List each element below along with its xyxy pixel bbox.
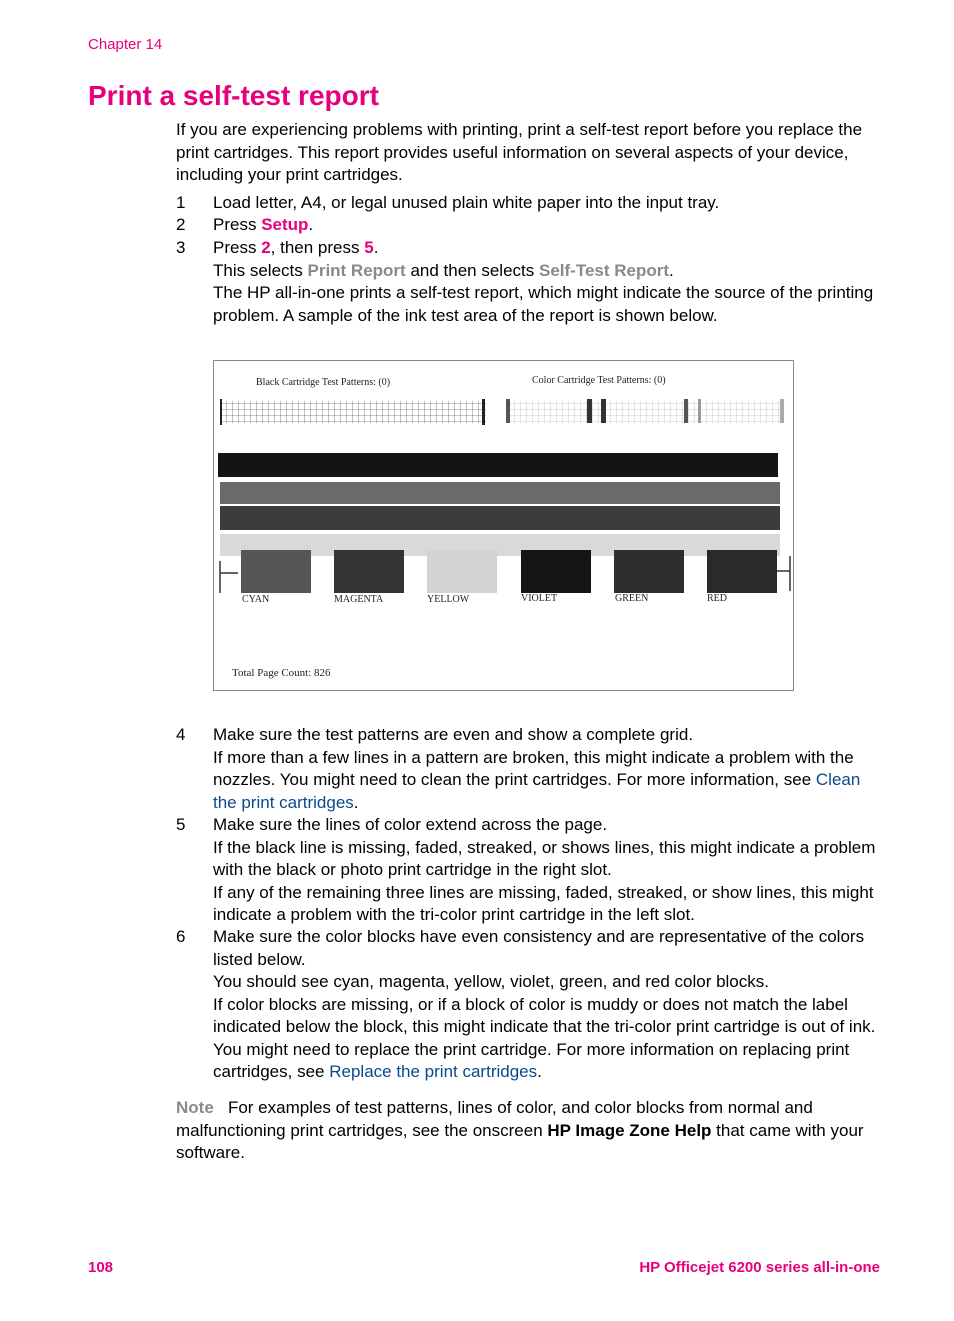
note-label: Note xyxy=(176,1098,214,1117)
black-pattern-label: Black Cartridge Test Patterns: (0) xyxy=(256,377,391,388)
step-1 xyxy=(176,192,881,215)
color-block-green xyxy=(614,550,684,593)
step-detail: You should see cyan, magenta, yellow, violet, green, and red color blocks. xyxy=(213,972,769,991)
setup-button-ref: Setup xyxy=(261,215,309,234)
test-pattern-graphic xyxy=(214,361,793,690)
page-number: 108 xyxy=(88,1259,114,1276)
color-block-violet xyxy=(521,550,591,593)
black-color-line xyxy=(218,453,778,477)
step-detail: The HP all-in-one prints a self-test report, which might indicate the source of the printing problem. A sample of the ink test area of the report is shown below. xyxy=(213,283,874,325)
intro-paragraph: If you are experiencing problems with printing, print a self-test report before you replace the print cartridges. This report provides useful information on several aspects of your device, including your print cartridges. xyxy=(176,120,863,184)
hp-image-zone-help-ref: HP Image Zone Help xyxy=(547,1120,712,1140)
total-page-count: Total Page Count: 826 xyxy=(232,667,331,679)
step-number: 3 xyxy=(176,238,186,257)
step-number: 4 xyxy=(176,725,186,744)
step-text: Make sure the lines of color extend across the page. xyxy=(213,815,608,834)
menu-print-report: Print Report xyxy=(307,260,406,280)
replace-cartridges-link[interactable]: Replace the print cartridges xyxy=(329,1062,538,1081)
step-text: Press 2, then press 5. xyxy=(213,238,379,257)
color-block-yellow xyxy=(427,550,497,593)
step-detail: If more than a few lines in a pattern are broken, this might indicate a problem with the nozzles. You might need to clean the print cartridges. For more information, see Clean the print cartridges. xyxy=(213,747,861,812)
step-2 xyxy=(176,214,881,237)
block-label-magenta: MAGENTA xyxy=(334,594,384,605)
self-test-report-figure xyxy=(213,360,794,691)
block-label-violet: VIOLET xyxy=(521,593,558,604)
step-4 xyxy=(176,724,881,814)
step-number: 6 xyxy=(176,927,186,946)
black-nozzle-grid xyxy=(220,401,486,423)
step-text: Press Setup. xyxy=(213,215,314,234)
note-paragraph: Note For examples of test patterns, lines of color, and color blocks from normal and malfunctioning print cartridges, see the onscreen HP Image Zone Help that came with your software. xyxy=(176,1098,864,1162)
chapter-label: Chapter 14 xyxy=(88,36,163,53)
step-text: Make sure the test patterns are even and show a complete grid. xyxy=(213,725,694,744)
step-6 xyxy=(176,926,881,1084)
step-number: 5 xyxy=(176,815,186,834)
step-detail: If the black line is missing, faded, streaked, or shows lines, this might indicate a problem with the black or photo print cartridge in the right slot. xyxy=(213,837,876,879)
step-text: Make sure the color blocks have even consistency and are representative of the colors listed below. xyxy=(213,927,865,969)
block-label-yellow: YELLOW xyxy=(427,594,470,605)
step-detail: This selects Print Report and then selects Self-Test Report. xyxy=(213,260,674,280)
block-label-red: RED xyxy=(707,593,727,604)
color-line-2 xyxy=(220,506,780,530)
key-5-ref: 5 xyxy=(364,238,374,257)
color-block-magenta xyxy=(334,550,404,593)
block-label-green: GREEN xyxy=(615,593,649,604)
color-block-red xyxy=(707,550,777,593)
color-block-cyan xyxy=(241,550,311,593)
menu-self-test-report: Self-Test Report xyxy=(538,260,670,280)
color-pattern-label: Color Cartridge Test Patterns: (0) xyxy=(532,375,666,386)
step-number: 1 xyxy=(176,193,186,212)
clean-cartridges-link[interactable]: Clean the print cartridges xyxy=(213,770,861,812)
key-2-ref: 2 xyxy=(261,238,271,257)
step-number: 2 xyxy=(176,215,186,234)
step-detail: If color blocks are missing, or if a block of color is muddy or does not match the label indicated below the block, this might indicate that the tri-color print cartridge is out of ink. You might need to replace the print cartridge. For more information on replacing print cartridges, see Replace the print cartridges. xyxy=(213,994,876,1081)
color-line-1 xyxy=(220,482,780,504)
color-nozzle-grid xyxy=(506,401,782,423)
step-5 xyxy=(176,814,881,927)
step-3 xyxy=(176,237,881,327)
step-text: Load letter, A4, or legal unused plain white paper into the input tray. xyxy=(213,193,720,212)
footer-product-title: HP Officejet 6200 series all-in-one xyxy=(639,1259,880,1276)
page-title: Print a self-test report xyxy=(88,80,379,111)
step-detail: If any of the remaining three lines are missing, faded, streaked, or show lines, this might indicate a problem with the tri-color print cartridge in the left slot. xyxy=(213,882,874,924)
block-label-cyan: CYAN xyxy=(242,594,270,605)
